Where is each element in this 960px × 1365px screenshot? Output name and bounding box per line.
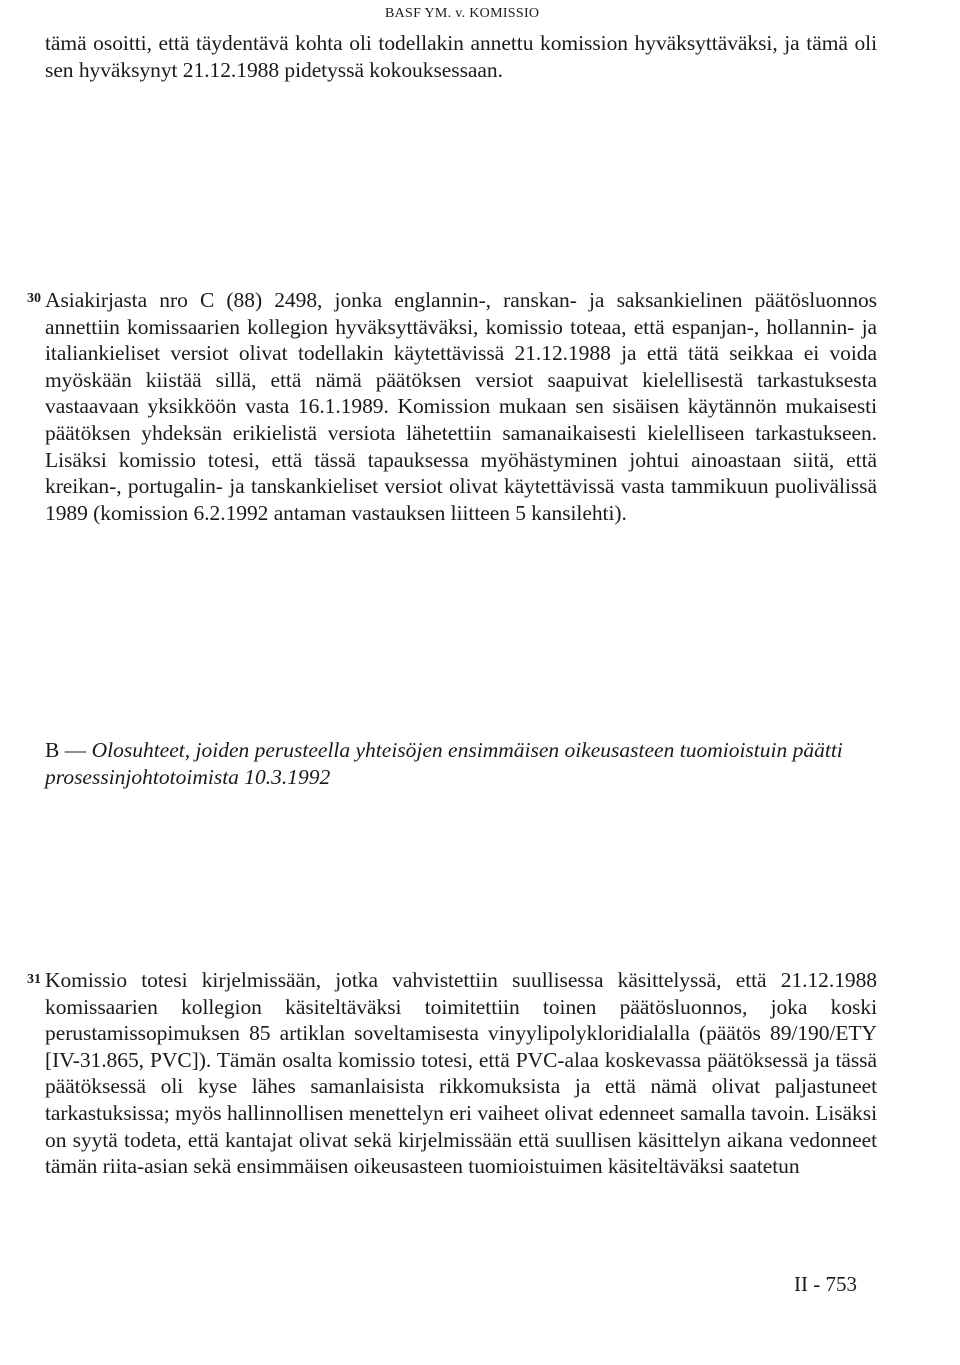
page-number: II - 753 [794,1272,857,1296]
paragraph-30: Asiakirjasta nro C (88) 2498, jonka englannin-, ranskan- ja saksankielinen päätösluonnos annettiin komissaarien kollegion hyväksyttäväksi, komissio toteaa, että espanjan-, hollannin- ja italiankieliset versiot olivat todellakin käytettävissä 21.12.1988 ja että tätä seikkaa ei voida myöskään kiistää sillä, että nämä päätöksen versiot saapuivat kielellisestä tarkastuksesta vastaavaan yksikköön vasta 16.1.1989. Komission mukaan sen sisäisen käytännön mukaisesti päätöksen yhdeksän erikielistä versiota lähetettiin samanaikaisesti kielelliseen tarkastukseen. Lisäksi komissio totesi, että tässä tapauksessa myöhästyminen johtui ainoastaan siitä, että kreikan-, portugalin- ja tanskankieliset versiot olivat käytettävissä vasta tammikuun puolivälissä 1989 (komission 6.2.1992 antaman vastauksen liitteen 5 kansilehti). [45,288,877,525]
paragraph-number-31: 31 [27,972,41,987]
section-title: Olosuhteet, joiden perusteella yhteisöjen ensimmäisen oikeusasteen tuomioistuin päätti prosessinjohtotoimista 10.3.1992 [45,738,843,789]
running-header: BASF YM. v. KOMISSIO [385,6,540,21]
paragraph-31: Komissio totesi kirjelmissään, jotka vahvistettiin suullisessa käsittelyssä, että 21.12.1988 komissaarien kollegion käsiteltäväksi toimitettiin toinen päätösluonnos, joka koski perustamissopimuksen 85 artiklan soveltamisesta vinyylipolykloridialalla (päätös 89/190/ETY [IV-31.865, PVC]). Tämän osalta komissio totesi, että PVC-alaa koskevassa päätöksessä ja tässä päätöksessä oli kyse lähes samanlaisista rikkomuksista ja että nämä olivat paljastuneet tarkastuksissa; myös hallinnollisen menettelyn eri vaiheet olivat edenneet samalla tavoin. Lisäksi on syytä todeta, että kantajat olivat sekä kirjelmissään että suullisen käsittelyn aikana vedonneet tämän riita-asian sekä ensimmäisen oikeusasteen tuomioistuimen käsiteltäväksi saatetun [45,968,877,1179]
section-letter: B — [45,738,87,762]
paragraph-number-30: 30 [27,291,41,306]
intro-paragraph: tämä osoitti, että täydentävä kohta oli todellakin annettu komission hyväksyttäväksi, ja tämä oli sen hyväksynyt 21.12.1988 pidetyssä kokouksessaan. [45,31,877,82]
section-heading-b [45,737,877,791]
